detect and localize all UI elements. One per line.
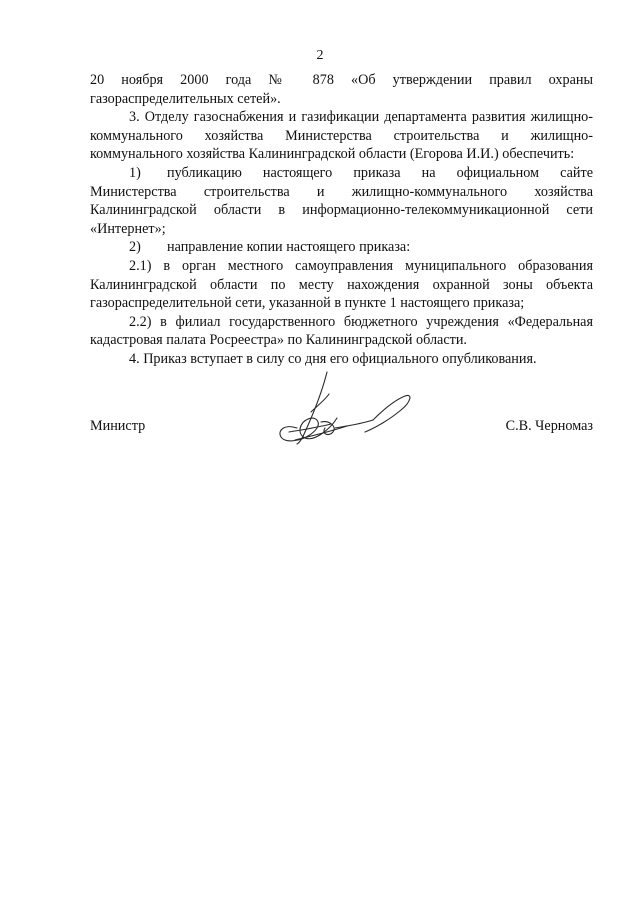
document-body	[90, 71, 593, 369]
signature-block	[90, 370, 593, 460]
signatory-title: Министр	[90, 418, 146, 434]
paragraph-item-3: 3. Отделу газоснабжения и газификации департамента развития жилищно-коммунального хозяйства Министерства строительства и жилищно-коммунального хозяйства Калининградской области (Егорова И.И.) обеспечить:	[90, 109, 593, 163]
paragraph-item-4: 4. Приказ вступает в силу со дня его официального опубликования.	[129, 350, 537, 367]
paragraph-continuation: 20 ноября 2000 года № 878 «Об утверждении правил охраны газораспределительных сетей».	[90, 72, 593, 107]
list-text: направление копии настоящего приказа:	[167, 239, 411, 256]
paragraph-item-3-2-1: 2.1) в орган местного самоуправления муниципального образования Калининградской области по месту нахождения охранной зоны объекта газораспределительной сети, указанной в пункте 1 настоящего приказа;	[90, 257, 593, 312]
handwritten-signature-icon	[275, 370, 415, 450]
list-number: 2)	[129, 239, 141, 256]
page-number: 2	[316, 48, 324, 63]
list-number: 1)	[129, 164, 141, 181]
paragraph-item-3-2-2: 2.2) в филиал государственного бюджетного учреждения «Федеральная кадастровая палата Росреестра» по Калининградской области.	[90, 313, 593, 349]
paragraph-item-3-2	[90, 238, 593, 257]
signatory-name: С.В. Черномаз	[505, 418, 593, 434]
paragraph-item-3-1	[90, 164, 593, 238]
list-text: публикацию настоящего приказа на официальном сайте Министерства строительства и жилищно-коммунального хозяйства Калининградской области в информационно-телекоммуникационной сети «Интернет»;	[90, 164, 593, 237]
